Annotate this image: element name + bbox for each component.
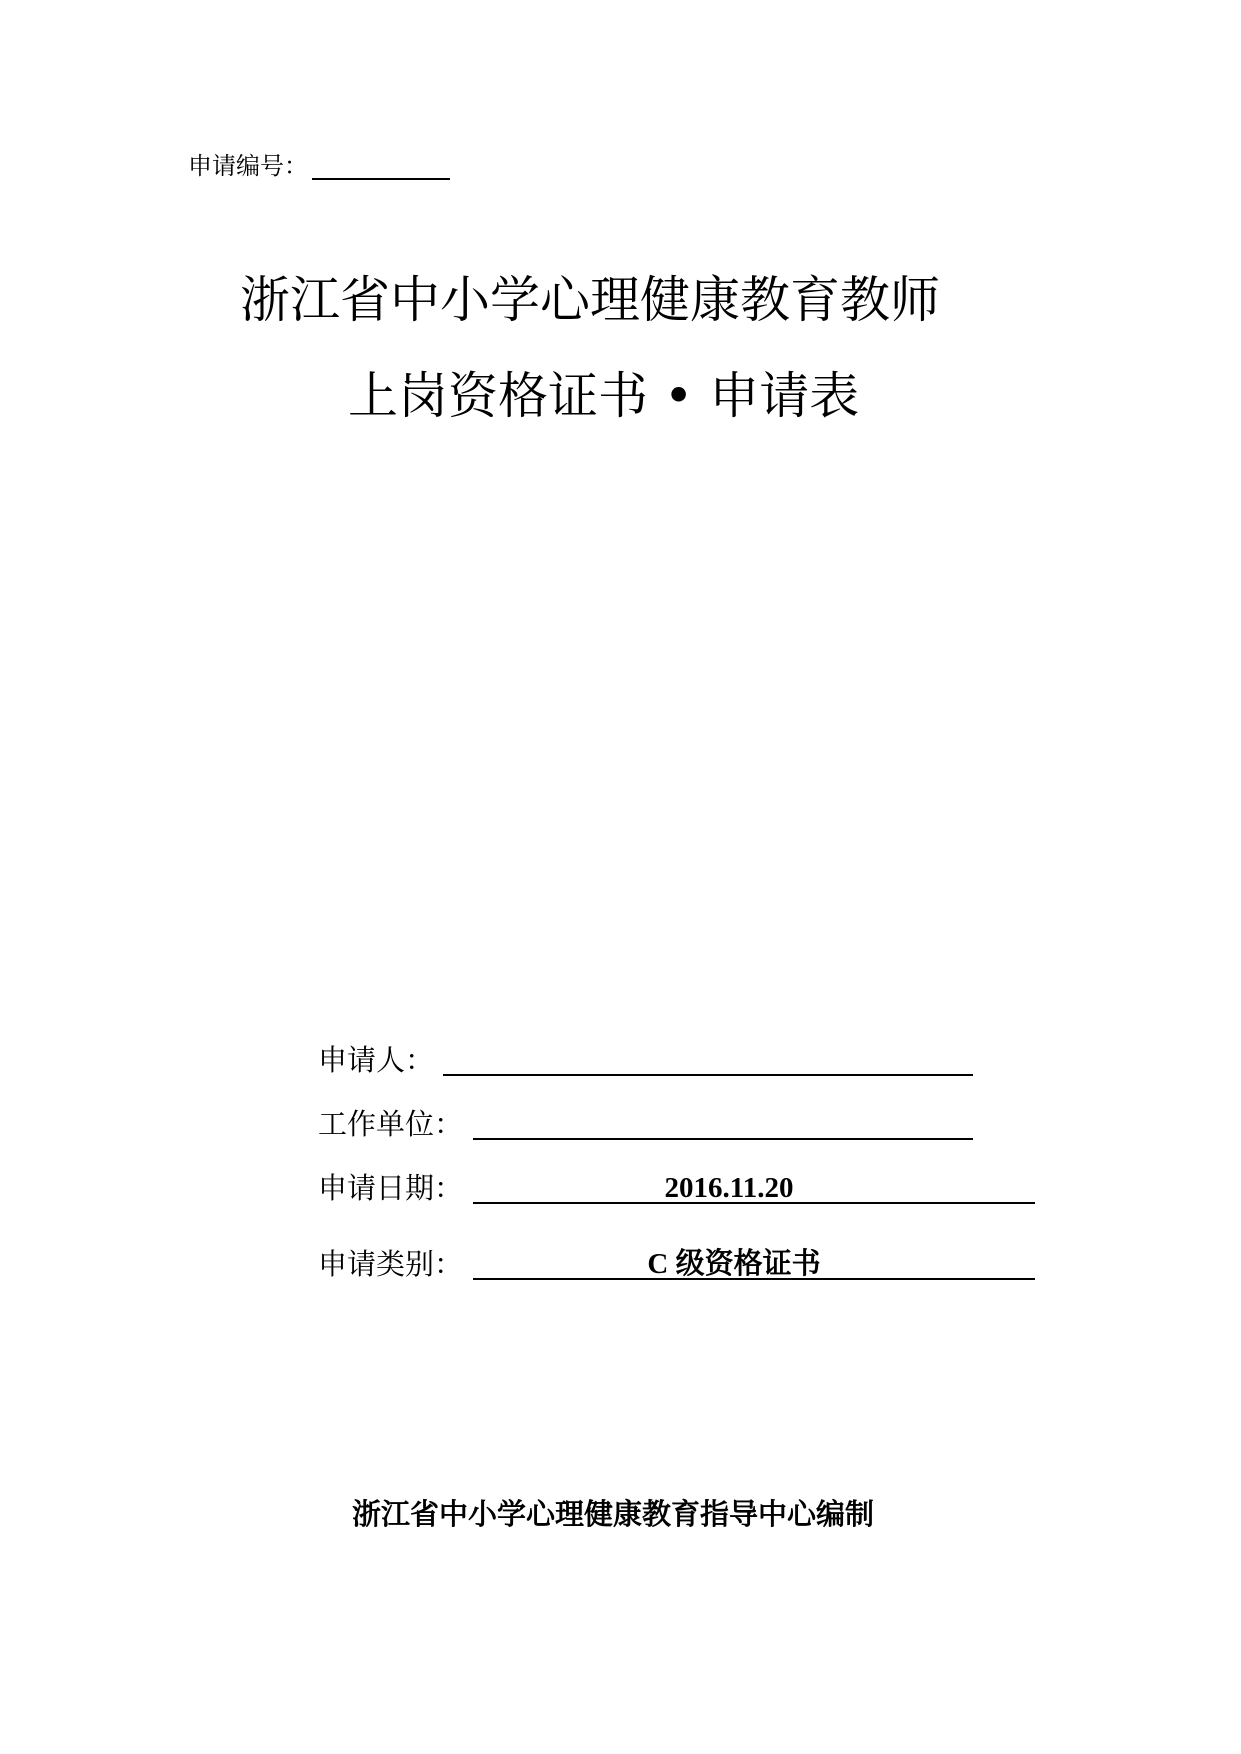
work-unit-label: 工作单位： [318, 1107, 464, 1141]
apply-category-value: C 级资格证书 [647, 1248, 821, 1280]
application-number-field[interactable] [312, 178, 450, 180]
apply-category-label: 申请类别： [318, 1247, 464, 1281]
applicant-label: 申请人： [318, 1043, 435, 1077]
application-number-label: 申请编号： [188, 152, 308, 180]
work-unit-field[interactable] [473, 1138, 973, 1140]
issuer-footer: 浙江省中小学心理健康教育指导中心编制 [352, 1497, 875, 1531]
form-title-line-2: 上岗资格证书 • 申请表 [348, 367, 860, 425]
applicant-field[interactable] [443, 1074, 973, 1076]
form-title-line-1: 浙江省中小学心理健康教育教师 [240, 271, 940, 329]
apply-date-value: 2016.11.20 [664, 1172, 794, 1204]
apply-date-label: 申请日期： [318, 1171, 464, 1205]
